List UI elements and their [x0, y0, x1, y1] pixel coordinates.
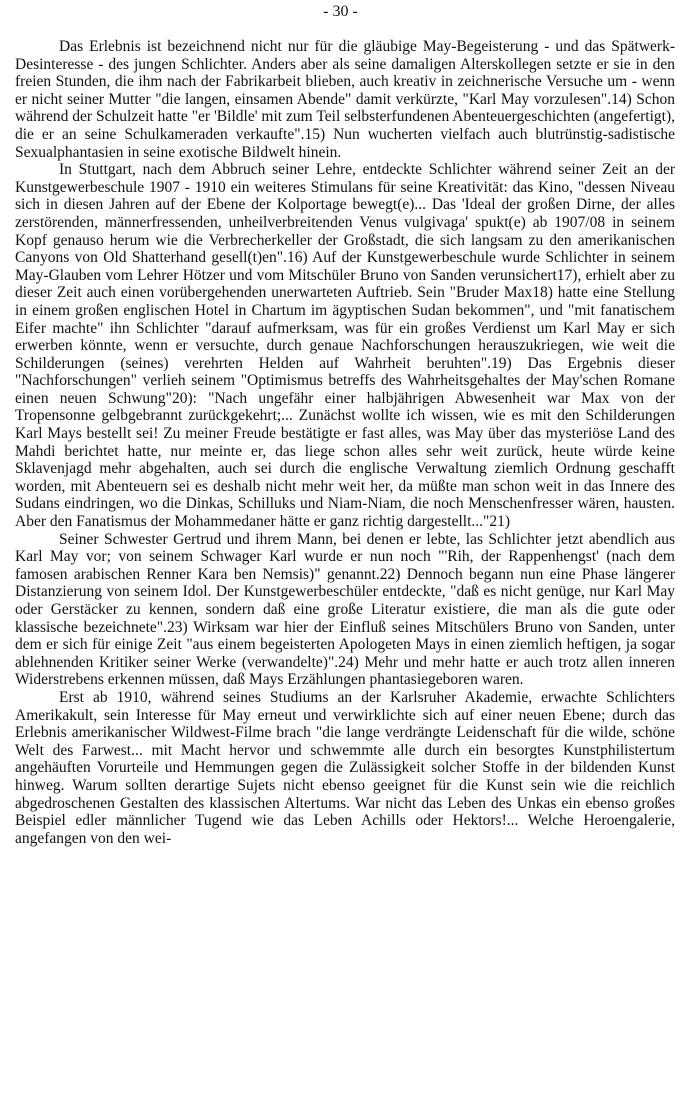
paragraph-2-text: In Stuttgart, nach dem Abbruch seiner Lehre, entdeckte Schlichter während seiner Zeit an der Kunstgewerbeschule 1907 - 1910 ein weiteres Stimulans für seine Kreativität: das Kino, "dessen Niveau sich in diesen Jahren auf der Ebene der Kolportage bewegt(e)... Das 'Ideal der großen Dirne, der alles zerstörenden, männerfressenden, unheilverbreitenden Venus vulgivaga' spukt(e) ab 1907/08 in seinem Kopf genauso herum wie die Verbrecherkeller der Großstadt, die sich langsam zu den amerikanischen Canyons von Old Shatterhand gesell(t)en".16) Auf der Kunstgewerbeschule wurde Schlichter in seinem May-Glauben vom Lehrer Hötzer und vom Mitschüler Bruno von Sanden verunsichert17), erhielt aber zu dieser Zeit auch einen vorübergehenden unerwarteten Auftrieb. Sein "Bruder Max18) hatte eine Stellung in einem großen englischen Hotel in Chartum im ägyptischen Sudan bekommen", und "mit fanatischem Eifer machte" ihn Schlichter "darauf aufmerksam, was für ein großes Verdienst um Karl May er sich erwerben könnte, wenn er versuchte, durch genaue Nachforschungen herauszukriegen, wie weit die Schilderungen (seines) verehrten Helden auf Wahrheit beruhten".19) Das Ergebnis dieser "Nachforschungen" verlieh seinem "Optimismus betreffs des Wahrheitsgehaltes der May'schen Romane einen neuen Schwung"20): "Nach ungefähr einer halbjährigen Abwesenheit war Max von der Tropensonne gelbgebrannt zurückgekehrt;... Zunächst wollte ich wissen, wie es mit den Schilderungen Karl Mays bestellt sei! Zu meiner Freude bestätigte er fast alles, was May über das mysteriöse Land des Mahdi berichtet hatte, nur meinte er, das liege schon alles sehr weit zurück, heute würde keine Sklavenjagd mehr abgehalten, auch sei durch die englische Verwaltung ziemlich Ordnung geschafft worden, mit Abenteuern sei es deshalb nicht mehr weit her, da müßte man schon weit in das Innere des Sudans eindringen, wo die Dinkas, Schilluks und Niam-Niam, die noch Menschenfresser wären, hausten. Aber den Fanatismus der Mohammedaner hätte er ganz richtig dargestellt..."21) — [15, 161, 675, 531]
paragraph-2 — [15, 161, 675, 530]
paragraph-1-text: Das Erlebnis ist bezeichnend nicht nur für die gläubige May-Begeisterung - und das Spätwerk-Desinteresse - des jungen Schlichter. Anders aber als seine damaligen Alterskollegen setzte er sie in den freien Stunden, die ihm nach der Fabrikarbeit blieben, auch kreativ in zeichnerische Versuche um - wenn er nicht seiner Mutter "die langen, einsamen Abende" damit verkürzte, "Karl May vorzulesen".14) Schon während der Schulzeit hatte "er 'Bildle' mit zum Teil selbsterfundenen Abenteuergeschichten (angefertigt), die er an seine Schulkameraden verkaufte".15) Nun wucherten vielfach auch blutrünstig-sadistische Sexualphantasien in seine exotische Bildwelt hinein. — [15, 38, 675, 161]
body-text — [15, 38, 675, 847]
paragraph-4 — [15, 689, 675, 847]
page-number: - 30 - — [323, 3, 358, 20]
paragraph-1 — [15, 38, 675, 161]
paragraph-3-text: Seiner Schwester Gertrud und ihrem Mann, bei denen er lebte, las Schlichter jetzt abendlich aus Karl May vor; von seinem Schwager Karl wurde er nun noch "'Rih, der Rappenhengst' (nach dem famosen arabischen Renner Kara ben Nemsis)" genannt.22) Dennoch begann nun eine Phase längerer Distanzierung von seinem Idol. Der Kunstgewerbeschüler entdeckte, "daß es nicht genüge, nur Karl May oder Gerstäcker zu kennen, sondern daß eine große Literatur existiere, die man als die gute oder klassische bezeichnete".23) Wirksam war hier der Einfluß seines Mitschülers Bruno von Sanden, unter dem er sich für einige Zeit "aus einem begeisterten Apologeten Mays in einen ziemlich heftigen, ja sogar ablehnenden Kritiker seiner Werke (verwandelte)".24) Mehr und mehr hatte er auch trotz allen inneren Widerstrebens erkennen müssen, daß Mays Erzählungen phantasiegeboren waren. — [15, 530, 675, 689]
paragraph-3 — [15, 531, 675, 689]
paragraph-4-text: Erst ab 1910, während seines Studiums an der Karlsruher Akademie, erwachte Schlichters Amerikakult, sein Interesse für May erneut und verwirklichte sich auf einer neuen Ebene; durch das Erlebnis amerikanischer Wildwest-Filme brach "die lange verdrängte Leidenschaft für die wilde, schöne Welt des Farwest... mit Macht hervor und schwemmte alle durch ein besorgtes Kunstphilistertum angehäuften Vorurteile und Hemmungen gegen die Zulässigkeit solcher Stoffe in der bildenden Kunst hinweg. Warum sollten derartige Sujets nicht ebenso geeignet für die Kunst sein wie die reichlich abgedroschenen Gestalten des klassischen Altertums. War nicht das Leben des Unkas ein ebenso großes Beispiel edler männlicher Tugend wie das Leben Achills oder Hektors!... Welche Heroengalerie, angefangen von den wei- — [15, 688, 675, 847]
